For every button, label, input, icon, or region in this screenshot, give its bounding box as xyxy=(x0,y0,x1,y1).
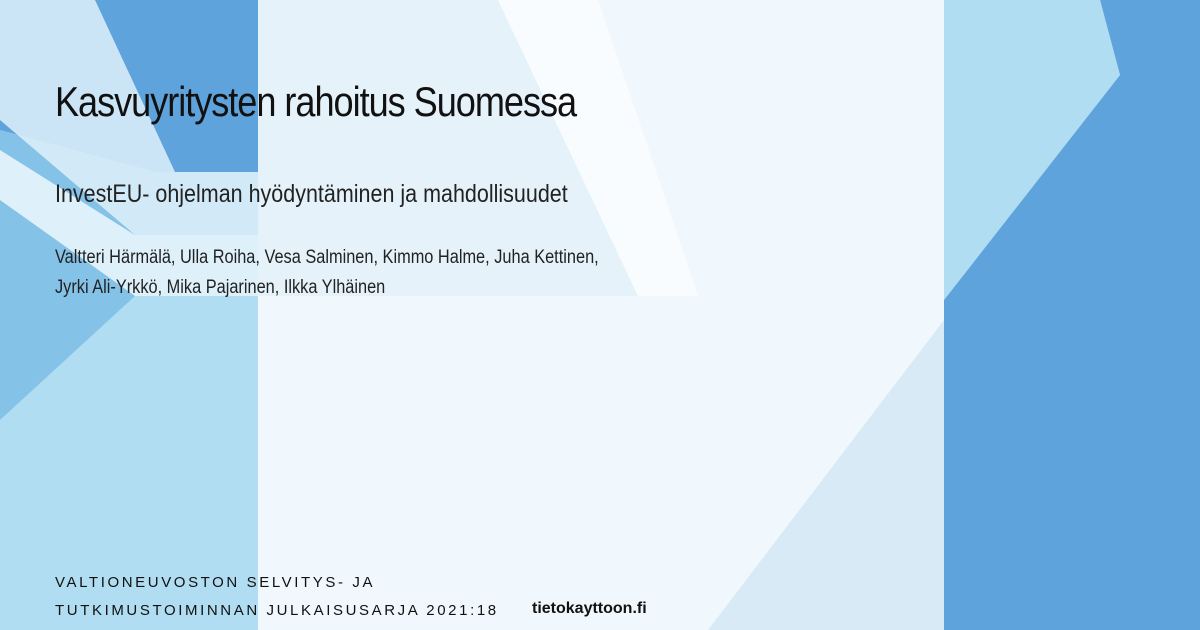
author-list xyxy=(55,243,623,303)
subtitle: InvestEU- ohjelman hyödyntäminen ja mahdollisuudet xyxy=(55,180,568,208)
website-link[interactable]: tietokayttoon.fi xyxy=(532,600,647,617)
series-line: VALTIONEUVOSTON SELVITYS- JA xyxy=(55,574,376,591)
author-line: Valtteri Härmälä, Ulla Roiha, Vesa Salminen, Kimmo Halme, Juha Kettinen, xyxy=(55,247,599,268)
author-line: Jyrki Ali-Yrkkö, Mika Pajarinen, Ilkka Ylhäinen xyxy=(55,277,386,298)
publication-series xyxy=(55,569,499,625)
page-title: Kasvuyritysten rahoitus Suomessa xyxy=(55,78,577,125)
series-line: TUTKIMUSTOIMINNAN JULKAISUSARJA 2021:18 xyxy=(55,602,499,619)
